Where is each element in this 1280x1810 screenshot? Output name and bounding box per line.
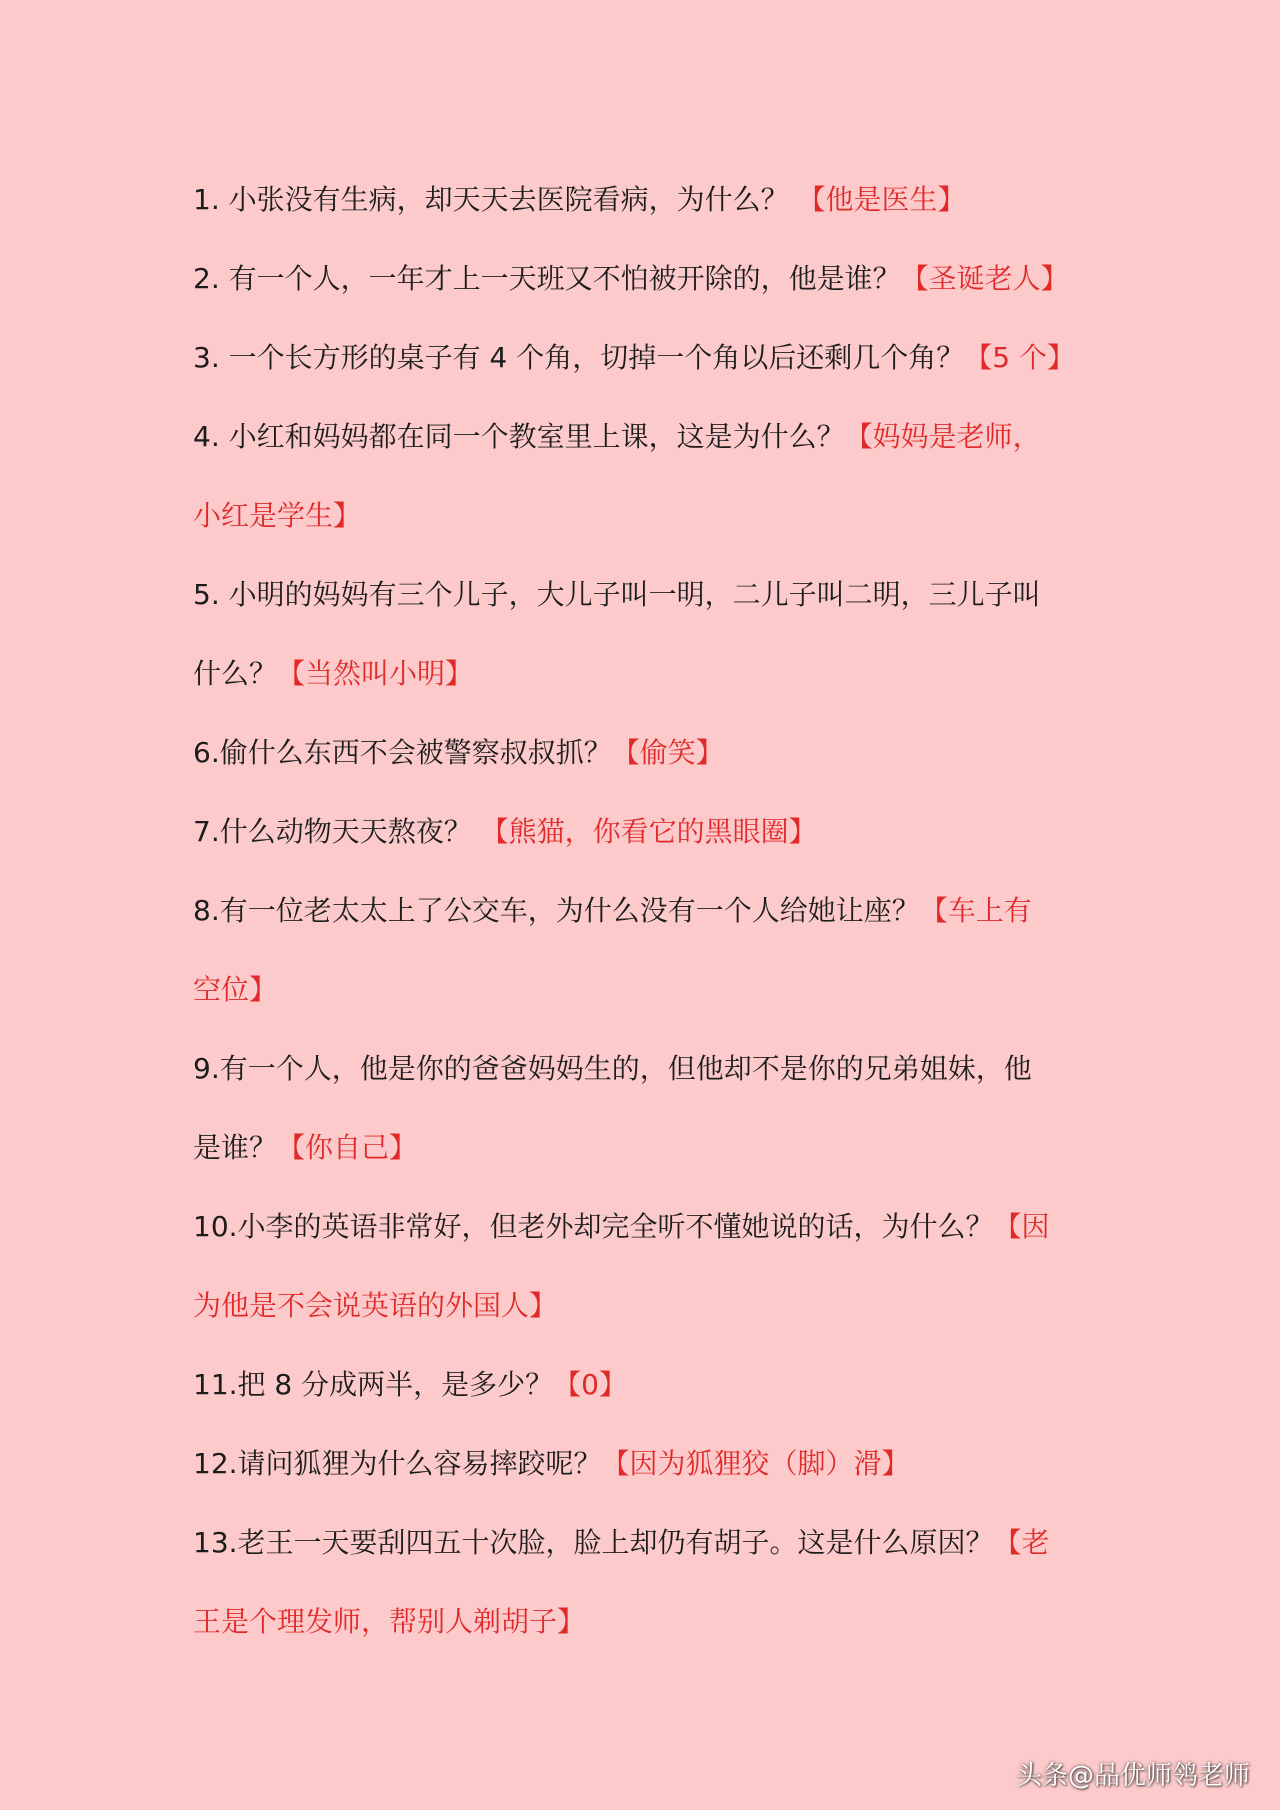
answer-text: 空位】 — [193, 973, 278, 1006]
riddle-line — [193, 1345, 1093, 1424]
answer-text: 【熊猫，你看它的黑眼圈】 — [480, 815, 817, 848]
answer-text: 【偷笑】 — [611, 736, 724, 769]
riddle-line — [193, 950, 1093, 1029]
answer-text: 【他是医生】 — [797, 183, 966, 216]
riddle-line — [193, 160, 1093, 239]
riddle-list — [193, 160, 1093, 1661]
answer-text: 小红是学生】 — [193, 499, 362, 532]
answer-text: 【老 — [993, 1526, 1050, 1559]
riddle-line — [193, 318, 1093, 397]
answer-text: 【因 — [993, 1210, 1050, 1243]
answer-text: 【妈妈是老师， — [844, 420, 1041, 453]
riddle-line — [193, 871, 1093, 950]
question-text: 9.有一个人，他是你的爸爸妈妈生的，但他却不是你的兄弟姐妹，他 — [193, 1052, 1032, 1085]
answer-text: 【圣诞老人】 — [900, 262, 1069, 295]
question-text: 11.把 8 分成两半，是多少？ — [193, 1368, 554, 1401]
question-text: 2. 有一个人，一年才上一天班又不怕被开除的，他是谁？ — [193, 262, 901, 295]
answer-text: 【当然叫小明】 — [277, 657, 474, 690]
riddle-line — [193, 397, 1093, 476]
answer-text: 【你自己】 — [277, 1131, 418, 1164]
riddle-line — [193, 1582, 1093, 1661]
riddle-line — [193, 713, 1093, 792]
question-text: 10.小李的英语非常好，但老外却完全听不懂她说的话，为什么？ — [193, 1210, 994, 1243]
question-text: 是谁？ — [193, 1131, 278, 1164]
riddle-line — [193, 555, 1093, 634]
question-text: 什么？ — [193, 657, 278, 690]
answer-text: 【0】 — [553, 1368, 627, 1401]
answer-text: 【5 个】 — [964, 341, 1075, 374]
answer-text: 为他是不会说英语的外国人】 — [193, 1289, 558, 1322]
riddle-line — [193, 1424, 1093, 1503]
question-text: 13.老王一天要刮四五十次脸，脸上却仍有胡子。这是什么原因？ — [193, 1526, 994, 1559]
watermark: 头条@品优师鸰老师 — [1015, 1761, 1250, 1791]
question-text: 4. 小红和妈妈都在同一个教室里上课，这是为什么？ — [193, 420, 845, 453]
question-text: 7.什么动物天天熬夜？ — [193, 815, 481, 848]
question-text: 1. 小张没有生病，却天天去医院看病，为什么？ — [193, 183, 798, 216]
riddle-line — [193, 1266, 1093, 1345]
riddle-line — [193, 1187, 1093, 1266]
riddle-line — [193, 1029, 1093, 1108]
answer-text: 【因为狐狸狡（脚）滑】 — [601, 1447, 910, 1480]
answer-text: 【车上有 — [919, 894, 1032, 927]
question-text: 6.偷什么东西不会被警察叔叔抓？ — [193, 736, 612, 769]
riddle-line — [193, 476, 1093, 555]
question-text: 5. 小明的妈妈有三个儿子，大儿子叫一明，二儿子叫二明，三儿子叫 — [193, 578, 1041, 611]
question-text: 8.有一位老太太上了公交车，为什么没有一个人给她让座？ — [193, 894, 920, 927]
riddle-line — [193, 1108, 1093, 1187]
riddle-line — [193, 239, 1093, 318]
answer-text: 王是个理发师，帮别人剃胡子】 — [193, 1605, 586, 1638]
riddle-line — [193, 1503, 1093, 1582]
question-text: 12.请问狐狸为什么容易摔跤呢？ — [193, 1447, 602, 1480]
question-text: 3. 一个长方形的桌子有 4 个角，切掉一个角以后还剩几个角？ — [193, 341, 965, 374]
riddle-line — [193, 792, 1093, 871]
riddle-line — [193, 634, 1093, 713]
